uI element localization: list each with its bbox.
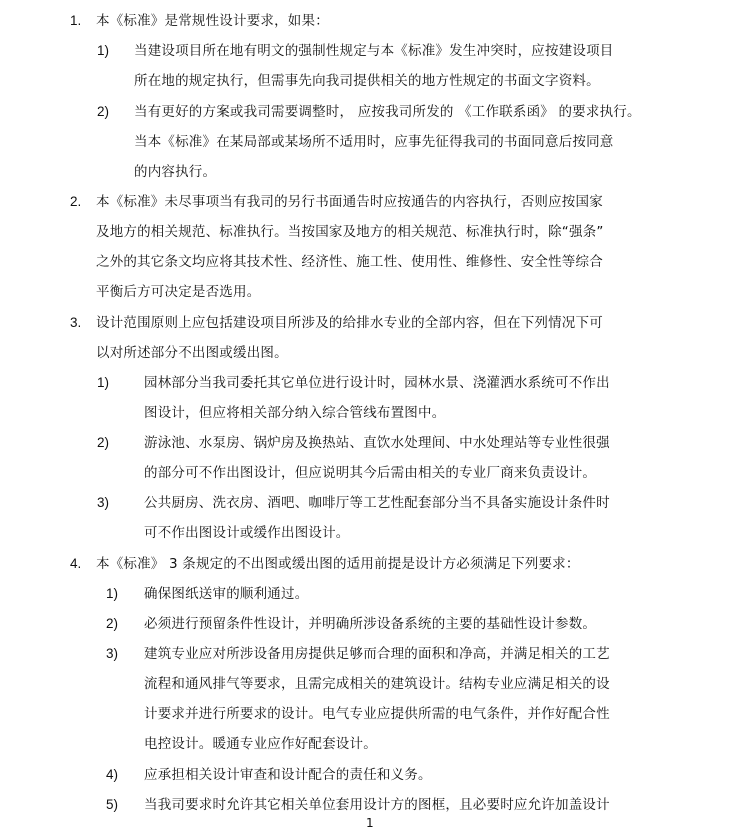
item-4-number: 4.: [70, 556, 82, 571]
item-4-sub-4-line-1: 应承担相关设计审查和设计配合的责任和义务。: [144, 767, 432, 783]
item-3-sub-1-line-2: 图设计，但应将相关部分纳入综合管线布置图中。: [144, 405, 446, 421]
item-4-sub-3-line-4: 电控设计。暖通专业应作好配套设计。: [144, 736, 377, 752]
item-3-sub-3-line-2: 可不作出图设计或缓作出图设计。: [144, 525, 350, 541]
item-1-line-1: 本《标准》是常规性设计要求，如果：: [96, 13, 329, 29]
item-3-sub-2-number: 2): [97, 435, 110, 450]
item-4-sub-3-line-3: 计要求并进行所要求的设计。电气专业应提供所需的电气条件，并作好配合性: [144, 706, 610, 722]
item-1-number: 1.: [70, 13, 82, 28]
page-number: 1: [366, 816, 374, 830]
item-3-sub-3-number: 3): [97, 495, 110, 510]
item-3-sub-2-line-1: 游泳池、水泵房、锅炉房及换热站、直饮水处理间、中水处理站等专业性很强: [144, 435, 610, 451]
item-3-sub-1-line-1: 园林部分当我司委托其它单位进行设计时，园林水景、浇灌洒水系统可不作出: [144, 375, 610, 391]
item-4-sub-3-line-2: 流程和通风排气等要求，且需完成相关的建筑设计。结构专业应满足相关的设: [144, 676, 610, 692]
item-1-sub-2-number: 2): [97, 104, 110, 119]
item-3-line-1: 设计范围原则上应包括建设项目所涉及的给排水专业的全部内容，但在下列情况下可: [96, 315, 603, 331]
item-3-line-2: 以对所述部分不出图或缓出图。: [96, 345, 288, 361]
item-2-line-4: 平衡后方可决定是否选用。: [96, 284, 261, 300]
item-4-line-1: 本《标准》 3 条规定的不出图或缓出图的适用前提是设计方必须满足下列要求：: [96, 556, 580, 572]
item-2-line-3: 之外的其它条文均应将其技术性、经济性、施工性、使用性、维修性、安全性等综合: [96, 254, 603, 270]
item-1-sub-2-line-3: 的内容执行。: [134, 164, 217, 180]
item-2-line-1: 本《标准》未尽事项当有我司的另行书面通告时应按通告的内容执行，否则应按国家: [96, 194, 603, 210]
item-1-sub-2-line-1: 当有更好的方案或我司需要调整时， 应按我司所发的 《工作联系函》 的要求执行。: [134, 104, 641, 120]
item-1-sub-1-line-1: 当建设项目所在地有明文的强制性规定与本《标准》发生冲突时，应按建设项目: [134, 43, 614, 59]
item-4-sub-1-line-1: 确保图纸送审的顺利通过。: [144, 586, 309, 602]
item-3-sub-3-line-1: 公共厨房、洗衣房、酒吧、咖啡厅等工艺性配套部分当不具备实施设计条件时: [144, 495, 610, 511]
item-4-sub-5-line-1: 当我司要求时允许其它相关单位套用设计方的图框，且必要时应允许加盖设计: [144, 797, 610, 813]
item-3-number: 3.: [70, 315, 82, 330]
item-2-line-2: 及地方的相关规范、标准执行。当按国家及地方的相关规范、标准执行时，除“强条”: [96, 224, 604, 240]
item-4-sub-3-line-1: 建筑专业应对所涉设备用房提供足够而合理的面积和净高，并满足相关的工艺: [144, 646, 610, 662]
item-3-sub-2-line-2: 的部分可不作出图设计，但应说明其今后需由相关的专业厂商来负责设计。: [144, 465, 597, 481]
item-1-sub-1-number: 1): [97, 43, 110, 58]
item-4-sub-2-number: 2): [106, 616, 119, 631]
item-2-number: 2.: [70, 194, 82, 209]
item-3-sub-1-number: 1): [97, 375, 110, 390]
item-4-sub-5-number: 5): [106, 797, 119, 812]
item-4-sub-3-number: 3): [106, 646, 119, 661]
item-4-sub-4-number: 4): [106, 767, 119, 782]
item-4-sub-1-number: 1): [106, 586, 119, 601]
item-1-sub-1-line-2: 所在地的规定执行，但需事先向我司提供相关的地方性规定的书面文字资料。: [134, 73, 600, 89]
item-4-sub-2-line-1: 必须进行预留条件性设计，并明确所涉设备系统的主要的基础性设计参数。: [144, 616, 597, 632]
item-1-sub-2-line-2: 当本《标准》在某局部或某场所不适用时，应事先征得我司的书面同意后按同意: [134, 134, 614, 150]
